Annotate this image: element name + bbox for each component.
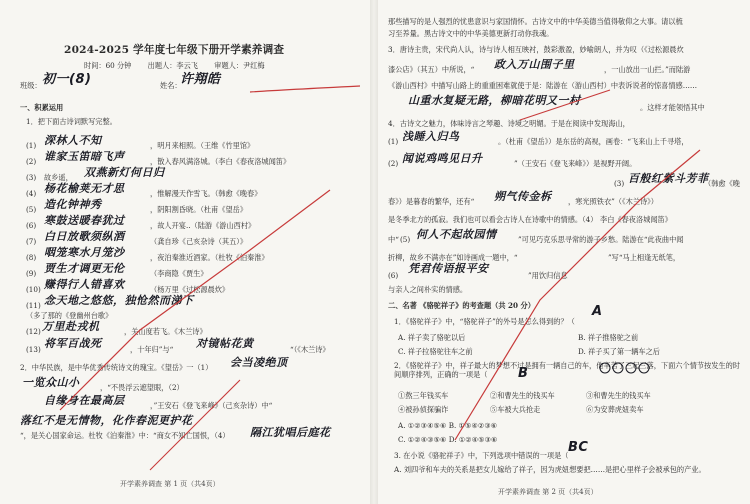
q13-rest: ，十年归”与“ xyxy=(130,345,174,354)
q2-answer-1: 会当凌绝顶 xyxy=(230,356,288,369)
q4-1-rest: 。（杜甫《望岳》）是东岳的高视，画卷：“飞来山上千寻塔， xyxy=(498,137,689,146)
poem-line-rest: ，明月来相照。（王维《竹里馆》 xyxy=(150,141,255,150)
poem-line-rest: （杨万里《过松源晨炊》 xyxy=(150,285,230,294)
mc-2-item-6: ⑥为安葬虎妞卖车 xyxy=(586,405,644,414)
poem-line-rest: ，阴阳割昏晓。（杜甫《望岳》 xyxy=(150,205,248,214)
poem-line-answer: 白日放歌须纵酒 xyxy=(44,230,125,243)
q2-answer-4: 落红不是无情物，化作春泥更护花 xyxy=(20,414,193,427)
q4-5-number: (5) xyxy=(400,235,411,244)
q3-answer-1: 政入万山围子里 xyxy=(494,58,575,71)
mc-2-item-5: ⑤车被大兵抢走 xyxy=(490,405,541,414)
name-label: 姓名： xyxy=(160,81,182,90)
mc-1-option-b[interactable]: B. 祥子推骆驼之前 xyxy=(578,333,639,342)
intro-line-1: 那些描写的是人强烈的忧患意识与家国情怀。古诗文中的中华美德当值得敬仰之大事。请以梳 xyxy=(388,17,683,26)
poem-line-number: (3) xyxy=(26,173,37,182)
q2-answer-3: 自缘身在最高层 xyxy=(44,394,125,407)
poem-line-number: (9) xyxy=(26,269,37,278)
question-4: 4．古诗文之魅力，体味诗言之琴趣、诗境之明媚。于是在阅读中发现海山， xyxy=(388,119,630,128)
q4-4-line: 是冬季北方的孤寂。我们也可以看会古诗人在诗歌中的情感。（4） xyxy=(388,215,598,224)
q2-text-3: “，是关心国家命运。杜牧《泊秦淮》中：“商女不知亡国恨，（4） xyxy=(20,431,230,440)
q12-answer: 万里赴戎机 xyxy=(42,320,100,333)
q3-line-2: 漆公店》（其五）中所说，“ xyxy=(388,65,475,74)
q1-note: （多了那的《登幽州台歌》 xyxy=(26,311,113,320)
page-fold xyxy=(370,0,378,504)
page-2-footer: 开学素养调查 第 2 页（共4页） xyxy=(498,488,598,496)
poem-line-answer: 赚得行人错喜欢 xyxy=(44,278,125,291)
poem-line-number: (1) xyxy=(26,141,37,150)
poem-line-number: (2) xyxy=(26,157,37,166)
mc-question-1: 1．《骆驼祥子》中，“骆驼祥子”的外号是怎么得到的？（ xyxy=(394,317,575,326)
q4-6-rest: ”写“马上相逢无纸笔， xyxy=(608,253,681,262)
poem-line-answer: 造化钟神秀 xyxy=(44,198,102,211)
poem-line-answer: 寒鼓送暖春犹过 xyxy=(44,214,125,227)
question-2: 2．中华民族，是中华优秀传统诗文的瑰宝。《望岳》一（1） xyxy=(20,363,213,372)
exam-reviewer: 审题人：尹红梅 xyxy=(214,61,265,70)
mc-3-answer: BC xyxy=(568,440,589,455)
mc-2-answer: B xyxy=(518,366,529,381)
poem-line-answer: 念天地之悠悠，独怆然而涕下 xyxy=(44,294,194,307)
mc-2-item-2: ②和曹先生的钱买车 xyxy=(490,391,555,400)
q3-line-4b: 。这样才能领悟其中 xyxy=(640,103,705,112)
poem-line-number: (6) xyxy=(26,221,37,230)
poem-line-answer: 贾生才调更无伦 xyxy=(44,262,125,275)
mc-2-choices-ab[interactable]: A. ①②③④⑤⑥ B. ①⑤④②③⑥ xyxy=(398,421,498,430)
q2-answer-5: 隔江犹唱后庭花 xyxy=(250,426,331,439)
mc-2-item-3: ③和曹先生的钱买车 xyxy=(586,391,651,400)
q13-answer-2: 对镜帖花黄 xyxy=(196,337,254,350)
page-1 xyxy=(0,0,370,504)
exam-time: 时间：60 分钟 xyxy=(84,61,132,70)
mc-2-choices-cd[interactable]: C. ①②④③⑤⑥ D. ①②④⑤③⑥ xyxy=(398,435,498,444)
poem-line-prefix: 故乡遥， xyxy=(44,173,73,182)
class-value: 初一(8) xyxy=(42,72,92,87)
q4-answer-7: 凭君传语报平安 xyxy=(408,262,489,275)
q4-3-number: (3) xyxy=(614,179,625,188)
q4-3-tail: ，寒光照铁衣”（《木兰诗》） xyxy=(568,197,658,206)
poem-line-rest: （龚自珍《己亥杂诗（其五）》 xyxy=(150,237,248,246)
q4-1-number: (1) xyxy=(388,137,399,146)
poem-line-answer: 双燕新灯何日归 xyxy=(84,166,165,179)
mc-2-item-4: ④被孙侦探骗诈 xyxy=(398,405,449,414)
poem-line-answer: 咽笼寒水月笼沙 xyxy=(44,246,125,259)
q3-line-3: 《游山西村》中描写山路上的重重困难就使于是：陆游在（游山西村）中表诉说者的惊喜情感…… xyxy=(388,81,698,90)
section-1-heading: 一、积累运用 xyxy=(20,103,64,112)
poem-line-answer: 谁家玉笛暗飞声 xyxy=(44,150,125,163)
mc-1-option-c[interactable]: C. 祥子拉骆驼往车之前 xyxy=(398,347,473,356)
mc-1-answer: A xyxy=(592,304,603,319)
q4-answer-3: 百般红紫斗芳菲 xyxy=(628,172,709,185)
mc-3-option-a[interactable]: A. 刘四爷和车夫的关系是把女儿嫁给了祥子，因为虎妞想要把……是把心里样子会被承包的产业。 xyxy=(394,465,706,474)
poem-line-number: (10) xyxy=(26,285,41,294)
q4-8-line: 与亲人之间朴实的情感。 xyxy=(388,285,468,294)
poem-line-answer: 深林人不知 xyxy=(44,134,102,147)
poem-line-rest: （李商隐《贾生》 xyxy=(150,269,208,278)
q3-line-2b: ，一山放出一山拦。”而陆游 xyxy=(604,65,691,74)
exam-meta xyxy=(84,62,279,71)
poem-line-number: (8) xyxy=(26,253,37,262)
q4-2-number: (2) xyxy=(388,159,399,168)
poem-line-number: (7) xyxy=(26,237,37,246)
question-1: 1．把下面古诗词默写完整。 xyxy=(26,117,117,126)
mc-2-item-1: ①熬三年钱买车 xyxy=(398,391,449,400)
q4-answer-5: 何人不起故园情 xyxy=(416,228,497,241)
exam-title: 2024-2025 学年度七年级下册开学素养调查 xyxy=(64,44,285,56)
q4-5-prefix: 中“ xyxy=(388,235,399,244)
mc-1-option-a[interactable]: A. 祥子卖了骆驼以后 xyxy=(398,333,466,342)
q2-answer-2: 一览众山小 xyxy=(22,376,80,389)
poem-line-number: (4) xyxy=(26,189,37,198)
q4-3-line: 春》）是暮春的繁华，还有“ xyxy=(388,197,475,206)
q2-text: ，“不畏浮云遮望眼，（2） xyxy=(100,383,184,392)
q4-answer-2: 闻说鸡鸣见日升 xyxy=(402,152,483,165)
q4-2-rest: ”（王安石《登飞来峰》）是视野开阔。 xyxy=(514,159,637,168)
q4-7-number: (6) xyxy=(388,271,399,280)
exam-author: 出题人：李云飞 xyxy=(147,61,198,70)
class-label: 班级： xyxy=(20,81,42,90)
q4-4-source: 李白《春夜洛城闻笛》 xyxy=(600,215,672,224)
section-2-heading: 二、名著 《骆驼祥子》的考查题（共 20 分） xyxy=(388,301,535,310)
poem-line-rest: ，散入春风满洛城。（李白《春夜洛城闻笛》 xyxy=(150,157,291,166)
intro-line-2: 习至养量。黑古诗文中的中华美德更新打动你我魂。 xyxy=(388,29,554,38)
poem-line-number: (5) xyxy=(26,205,37,214)
name-value: 许翔皓 xyxy=(180,72,221,87)
poem-line-rest: ，惟解漫天作雪飞。（韩愈《晚春》 xyxy=(150,189,262,198)
poem-line-number: (11) xyxy=(26,301,41,310)
q4-3-rest: （韩愈《晚 xyxy=(704,179,740,188)
mc-question-3: 3. 在小说《骆驼祥子》中，下列选项中错误的一项是（ xyxy=(394,451,569,460)
mc-question-2: 2．《骆驼祥子》中，祥子最大的梦想不过是拥有一辆自己的车，他辛苦了三起三落，下面六个情节按发生的时间顺序排列，正确的一项是（ xyxy=(394,361,740,379)
q4-5-rest: ”可见巧克乐思寻常的游子乡愁。陆游在“此夜曲中闻 xyxy=(518,235,684,244)
mc-1-option-d[interactable]: D. 祥子买了第一辆车之后 xyxy=(578,347,660,356)
q13-number: (13) xyxy=(26,345,41,354)
poem-line-rest: ，夜泊秦淮近酒家。（杜牧《泊秦淮》 xyxy=(150,253,269,262)
poem-line-rest: ，故人开宴..（陆游《游山西村》 xyxy=(150,221,256,230)
q3-answer-2: 山重水复疑无路，柳暗花明又一村 xyxy=(408,94,581,107)
page-1-footer: 开学素养调查 第 1 页（共4页） xyxy=(120,480,220,488)
q2-text-2: ，”王安石《登飞来峰》（己亥杂诗）中“ xyxy=(150,401,273,410)
q13-answer-1: 将军百战死 xyxy=(44,337,102,350)
q4-7-rest: ”用饮归信息 xyxy=(528,271,568,280)
page-2 xyxy=(378,0,750,504)
q4-6-line: 折柳，故乡不满亦在”如诗画成一题中，“ xyxy=(388,253,518,262)
q13-rest-2: “（《木兰诗》 xyxy=(290,345,330,354)
q12-rest: ，关山度若飞。《木兰诗》 xyxy=(124,327,207,336)
poem-line-answer: 杨花榆荚无才思 xyxy=(44,182,125,195)
q4-answer-4: 朔气传金柝 xyxy=(494,190,552,203)
q4-answer-1: 浅睡入归鸟 xyxy=(402,130,460,143)
question-3: 3．唐诗主贵，宋代尚人认，诗与诗人相互映衬，鼓彩激盈，妙喻朗人，并为叹（《过松源晨炊 xyxy=(388,45,684,54)
q12-number: (12) xyxy=(26,327,41,336)
